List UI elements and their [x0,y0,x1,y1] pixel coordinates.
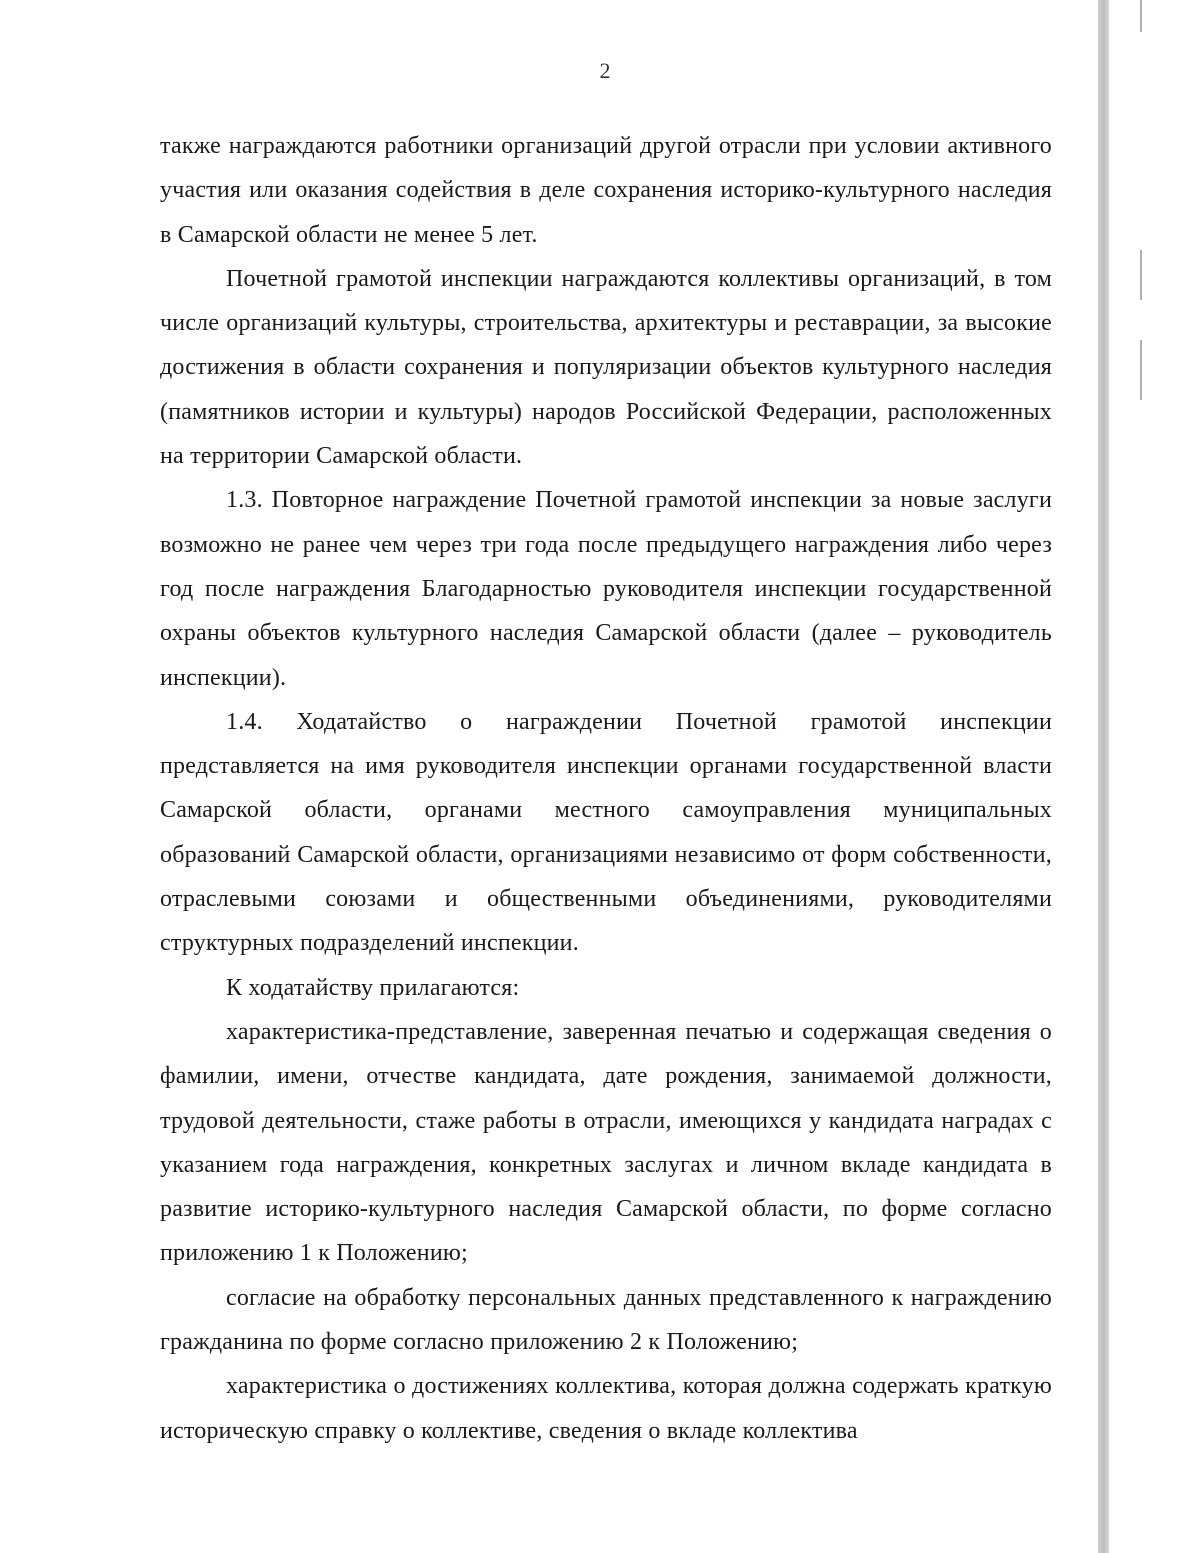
page-number: 2 [599,58,611,83]
paragraph: согласие на обработку персональных данных представленного к награждению гражданина по форме согласно приложению 2 к Положению; [160,1284,1052,1356]
paragraph: характеристика-представление, заверенная печатью и содержащая сведения о фамилии, имени, отчестве кандидата, дате рождения, занимаемой должности, трудовой деятельности, стаже работы в отрасли, имеющихся у кандидата наградах с указанием года награждения, конкретных заслугах и личном вкладе кандидата в развитие историко-культурного наследия Самарской области, по форме согласно приложению 1 к Положению; [160,1018,1052,1267]
scan-mark [1140,340,1142,400]
page-edge-shadow [1098,0,1109,1553]
paragraph: также награждаются работники организаций другой отрасли при условии активного участия или оказания содействия в деле сохранения историко-культурного наследия в Самарской области не менее 5 лет. [160,133,1052,248]
paragraph: К ходатайству прилагаются: [226,974,520,1001]
scan-mark [1140,0,1142,32]
document-body [160,124,1052,1453]
paragraph: характеристика о достижениях коллектива, которая должна содержать краткую историческую справку о коллективе, сведения о вкладе коллектива [160,1373,1052,1444]
paragraph: Почетной грамотой инспекции награждаются коллективы организаций, в том числе организаций культуры, строительства, архитектуры и реставрации, за высокие достижения в области сохранения и популяризации объектов культурного наследия (памятников истории и культуры) народов Российской Федерации, расположенных на территории Самарской области. [160,265,1052,470]
scan-mark [1140,250,1142,300]
paragraph: 1.4. Ходатайство о награждении Почетной грамотой инспекции представляется на имя руководителя инспекции органами государственной власти Самарской области, органами местного самоуправления муниципальных образований Самарской области, организациями независимо от форм собственности, отраслевыми союзами и общественными объединениями, руководителями структурных подразделений инспекции. [160,708,1052,957]
paragraph: 1.3. Повторное награждение Почетной грамотой инспекции за новые заслуги возможно не ранее чем через три года после предыдущего награждения либо через год после награждения Благодарностью руководителя инспекции государственной охраны объектов культурного наследия Самарской области (далее – руководитель инспекции). [160,487,1052,691]
